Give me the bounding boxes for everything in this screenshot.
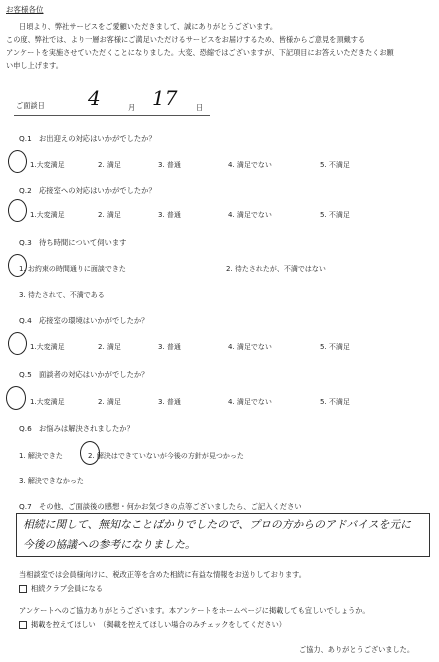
q5-option-2[interactable]: 2. 満足	[98, 398, 121, 406]
date-month-handwritten: 4	[88, 86, 101, 110]
q3-option-2[interactable]: 2. 待たされたが、不満ではない	[226, 265, 326, 273]
q1-option-1[interactable]: 1.大変満足	[30, 161, 65, 169]
q7-handwritten-line-1: 相続に関して、無知なことばかりでしたので、プロの方からのアドバイスを元に	[23, 518, 411, 531]
publish-notice: アンケートへのご協力ありがとうございます。本アンケートをホームページに掲載しても宜しいでしょうか。	[19, 606, 370, 615]
q1-option-4[interactable]: 4. 満足でない	[228, 161, 272, 169]
q2-question: Q.2 応接室への対応はいかがでしたか？	[19, 186, 156, 195]
q3-option-3[interactable]: 3. 待たされて、不満である	[19, 291, 105, 299]
q2-option-4[interactable]: 4. 満足でない	[228, 211, 272, 219]
publish-checkbox-row[interactable]	[19, 620, 286, 630]
intro-line-4: い申し上げます。	[6, 61, 63, 70]
q4-option-5[interactable]: 5. 不満足	[320, 343, 350, 351]
date-month-unit: 月	[128, 103, 136, 112]
q4-option-1[interactable]: 1.大変満足	[30, 343, 65, 351]
q2-selection-circle	[8, 199, 27, 222]
recipient-heading: お客様各位	[6, 5, 44, 14]
club-notice: 当相談室では会員様向けに、税改正等を含めた相続に有益な情報をお送りしております。	[19, 570, 306, 579]
date-day-handwritten: 17	[152, 86, 178, 110]
q2-option-2[interactable]: 2. 満足	[98, 211, 121, 219]
intro-line-2: この度、弊社では、より一層お客様にご満足いただけるサービスをお届けするため、皆様からご意見を頂戴する	[6, 35, 366, 44]
intro-line-3: アンケートを実施させていただくことになりました。大変、恐縮ではございますが、下記項目にお答えいただきたくお願	[6, 48, 394, 57]
q7-question: Q.7 その他、ご面談後の感想・何かお気づきの点等ございましたら、ご記入ください	[19, 502, 302, 511]
club-checkbox[interactable]	[19, 585, 27, 593]
q1-selection-circle	[8, 150, 27, 173]
q1-option-3[interactable]: 3. 普通	[158, 161, 181, 169]
club-option-label: 相続クラブ会員になる	[31, 584, 103, 593]
q6-question: Q.6 お悩みは解決されましたか？	[19, 424, 134, 433]
q3-selection-circle	[8, 254, 27, 277]
publish-checkbox[interactable]	[19, 621, 27, 629]
q6-option-3[interactable]: 3. 解決できなかった	[19, 477, 84, 485]
q7-comment-box[interactable]	[16, 513, 430, 557]
q4-option-3[interactable]: 3. 普通	[158, 343, 181, 351]
closing-thanks: ご協力、ありがとうございました。	[299, 645, 415, 654]
q3-question: Q.3 待ち時間について伺います	[19, 238, 127, 247]
q1-question: Q.1 お出迎えの対応はいかがでしたか？	[19, 134, 156, 143]
intro-line-1: 日頃より、弊社サービスをご愛顧いただきまして、誠にありがとうございます。	[19, 22, 278, 31]
q1-option-2[interactable]: 2. 満足	[98, 161, 121, 169]
q2-option-3[interactable]: 3. 普通	[158, 211, 181, 219]
q1-option-5[interactable]: 5. 不満足	[320, 161, 350, 169]
q5-option-3[interactable]: 3. 普通	[158, 398, 181, 406]
q3-option-1[interactable]: 1. お約束の時間通りに面談できた	[19, 265, 126, 273]
date-underline	[14, 115, 210, 116]
q4-option-4[interactable]: 4. 満足でない	[228, 343, 272, 351]
q4-option-2[interactable]: 2. 満足	[98, 343, 121, 351]
q4-selection-circle	[8, 332, 27, 355]
q5-option-4[interactable]: 4. 満足でない	[228, 398, 272, 406]
q2-option-5[interactable]: 5. 不満足	[320, 211, 350, 219]
q6-selection-circle	[80, 441, 100, 465]
q6-option-2[interactable]: 2. 解決はできていないが今後の方針が見つかった	[88, 452, 244, 460]
q5-option-1[interactable]: 1.大変満足	[30, 398, 65, 406]
q5-option-5[interactable]: 5. 不満足	[320, 398, 350, 406]
date-day-unit: 日	[196, 103, 204, 112]
q5-question: Q.5 面談者の対応はいかがでしたか？	[19, 370, 149, 379]
q7-handwritten-line-2: 今後の協議への参考になりました。	[23, 538, 196, 551]
date-label: ご面談日	[16, 101, 45, 110]
publish-option-label: 掲載を控えてほしい （掲載を控えてほしい場合のみチェックをしてください）	[31, 620, 286, 629]
q4-question: Q.4 応接室の環境はいかがでしたか？	[19, 316, 149, 325]
q5-selection-circle	[6, 386, 26, 410]
q6-option-1[interactable]: 1. 解決できた	[19, 452, 63, 460]
q2-option-1[interactable]: 1.大変満足	[30, 211, 65, 219]
club-checkbox-row[interactable]	[19, 584, 103, 594]
